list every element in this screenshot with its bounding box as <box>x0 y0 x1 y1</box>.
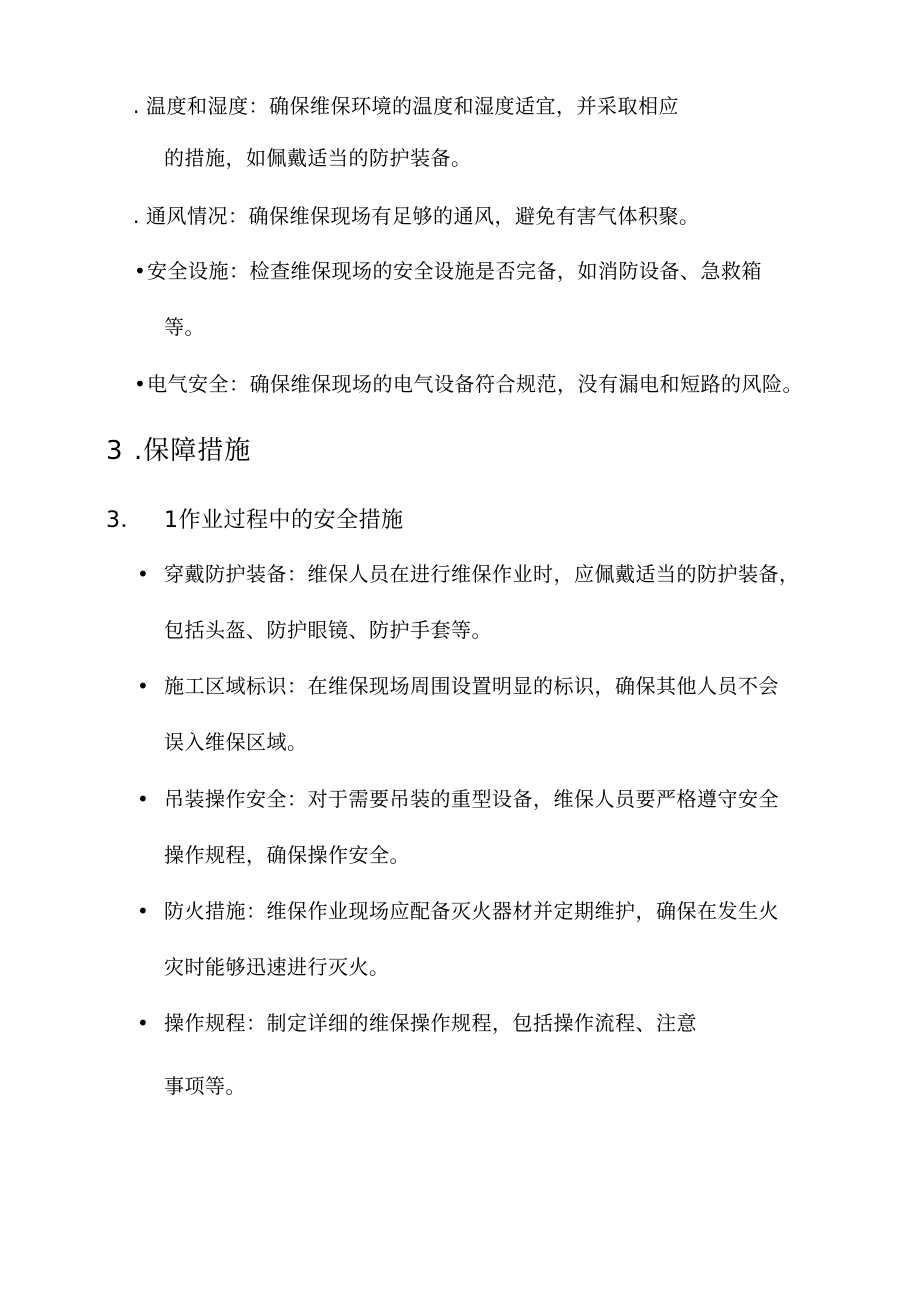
list-item-line: 等。 <box>164 315 205 339</box>
list-item-line: 通风情况：确保维保现场有足够的通风，避免有害气体积聚。 <box>146 204 700 228</box>
list-bullet: • <box>137 787 149 811</box>
list-bullet: • <box>134 372 146 396</box>
subsection-number: 3． <box>106 508 143 533</box>
list-item-line: 吊装操作安全：对于需要吊装的重型设备，维保人员要严格遵守安全 <box>164 787 779 811</box>
section-number: 3 <box>106 436 124 466</box>
list-bullet: • <box>134 259 146 283</box>
list-item-line: 施工区域标识：在维保现场周围设置明显的标识，确保其他人员不会 <box>164 674 779 698</box>
list-item-line: 温度和湿度：确保维保环境的温度和湿度适宜，并采取相应 <box>146 94 679 118</box>
list-marker: . <box>133 94 140 118</box>
subsection-title: 1作业过程中的安全措施 <box>164 508 404 533</box>
list-bullet: • <box>137 1011 149 1035</box>
list-item-line: 事项等。 <box>164 1074 246 1098</box>
section-title: .保障措施 <box>134 436 252 466</box>
list-item-line: 安全设施：检查维保现场的安全设施是否完备，如消防设备、急救箱 <box>147 259 762 283</box>
list-item-line: 误入维保区域。 <box>164 730 308 754</box>
list-item-line: 操作规程：制定详细的维保操作规程，包括操作流程、注意 <box>164 1011 697 1035</box>
list-item-line: 操作规程，确保操作安全。 <box>164 843 410 867</box>
list-item-line: 电气安全：确保维保现场的电气设备符合规范，没有漏电和短路的风险。 <box>147 372 803 396</box>
list-item-line: 灾时能够迅速进行灭火。 <box>164 955 390 979</box>
list-bullet: • <box>137 899 149 923</box>
list-item-line: 包括头盔、防护眼镜、防护手套等。 <box>164 618 492 642</box>
list-marker: . <box>133 204 140 228</box>
list-item-line: 防火措施：维保作业现场应配备灭火器材并定期维护，确保在发生火 <box>164 899 779 923</box>
list-bullet: • <box>137 674 149 698</box>
list-bullet: • <box>137 562 149 586</box>
list-item-line: 穿戴防护装备：维保人员在进行维保作业时，应佩戴适当的防护装备， <box>164 562 800 586</box>
list-item-line: 的措施，如佩戴适当的防护装备。 <box>164 146 472 170</box>
